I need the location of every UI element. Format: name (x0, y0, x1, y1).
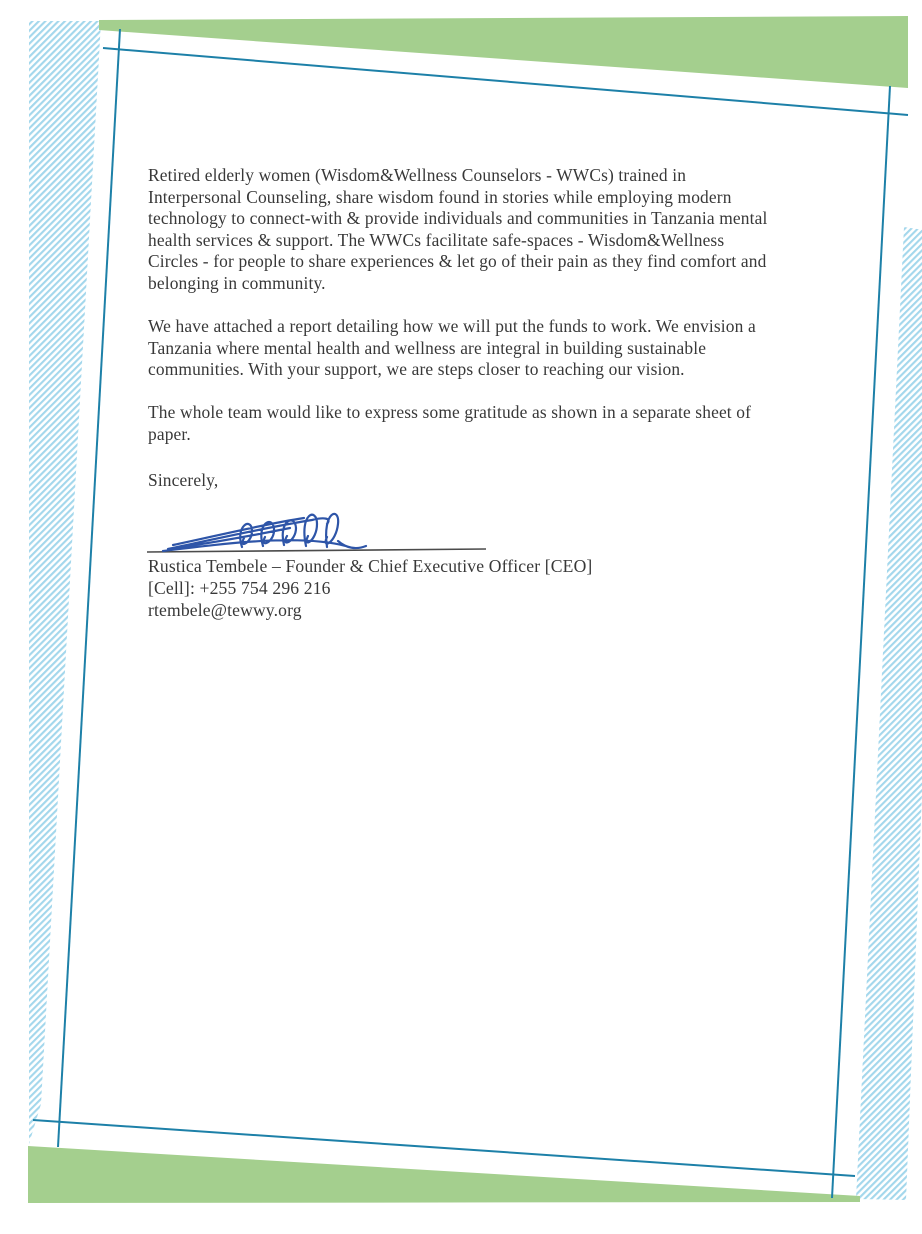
bottom-green-band (28, 1146, 860, 1203)
signatory-email: rtembele@tewwy.org (148, 600, 302, 620)
letter-line: health services & support. The WWCs facilitate safe-spaces - Wisdom&Wellness (148, 229, 725, 250)
letter-line: Interpersonal Counseling, share wisdom found in stories while employing modern (148, 186, 732, 207)
signature-scribble (163, 514, 366, 551)
letter-line: technology to connect-with & provide individuals and communities in Tanzania mental (148, 208, 768, 229)
paragraph-1 (148, 165, 767, 295)
paragraph-2 (148, 316, 756, 381)
closing-salutation (148, 470, 218, 492)
paragraph-3 (148, 402, 751, 445)
right-hatch-strip (856, 227, 922, 1200)
signature-block (148, 555, 592, 621)
signatory-name-title: Rustica Tembele – Founder & Chief Executive Officer [CEO] (148, 556, 593, 576)
top-green-band (99, 16, 908, 88)
letter-line: Circles - for people to share experiences & let go of their pain as they find comfort and (148, 251, 767, 272)
letter-line: The whole team would like to express some gratitude as shown in a separate sheet of (148, 402, 752, 422)
letter-line: paper. (148, 423, 191, 444)
letter-line: We have attached a report detailing how we will put the funds to work. We envision a (148, 316, 756, 336)
letter-line: communities. With your support, we are steps closer to reaching our vision. (148, 359, 685, 380)
letter-line: belonging in community. (148, 272, 326, 293)
letter-line: Retired elderly women (Wisdom&Wellness Counselors - WWCs) trained in (148, 165, 687, 185)
letter-line: Tanzania where mental health and wellness are integral in building sustainable (148, 337, 707, 358)
signature-underline (147, 549, 486, 552)
letter-line: Sincerely, (148, 470, 219, 490)
signatory-phone: [Cell]: +255 754 296 216 (148, 578, 331, 598)
